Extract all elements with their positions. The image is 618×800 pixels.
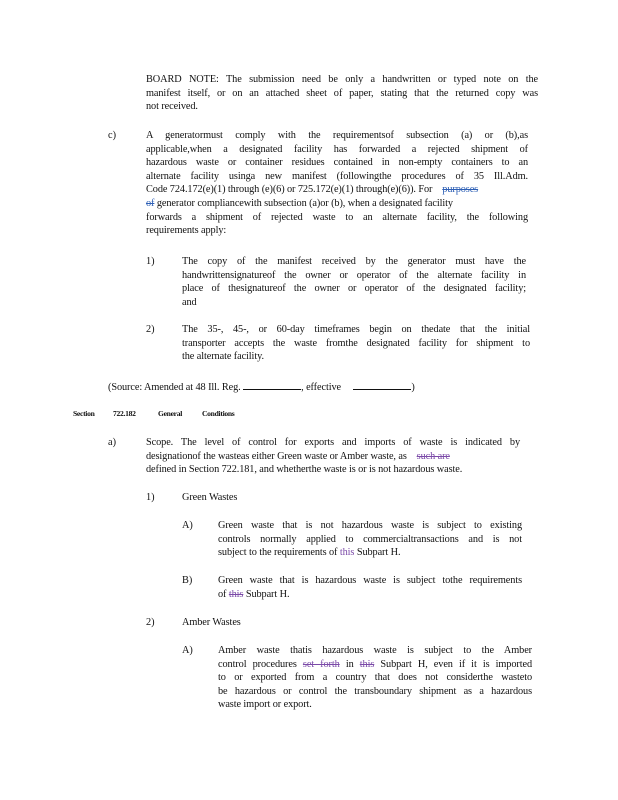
text-run: Subpart H. <box>243 588 290 600</box>
text-line: Green waste that is not hazardous waste is subject to existing <box>218 520 522 531</box>
item-a1B-text <box>218 574 522 601</box>
text-run: in <box>339 658 360 670</box>
text-line: Green waste that is hazardous waste is subject tothe requirements <box>218 575 522 586</box>
item-c1-text <box>182 255 526 309</box>
text-line: A generatormust comply with the requirementsof subsection (a) or (b),as <box>146 130 528 141</box>
source-text: ) <box>411 382 415 393</box>
item-a2A-label: A) <box>182 645 193 656</box>
register-blank <box>243 379 301 390</box>
item-c2-text <box>182 323 530 364</box>
text-run: control procedures <box>218 658 303 670</box>
text-line <box>146 197 528 211</box>
item-a2-title: Amber Wastes <box>182 617 241 628</box>
section-title-word: Conditions <box>202 409 235 418</box>
source-note <box>108 379 415 395</box>
source-text: (Source: Amended at 48 Ill. Reg. <box>108 382 241 393</box>
item-a-text <box>146 436 520 477</box>
text-run: subject to the requirements of <box>218 547 340 559</box>
text-run: generator compliancewith subsection (a)or (b), when a designated facility <box>154 197 453 209</box>
text-line: Amber waste thatis hazardous waste is subject to the Amber <box>218 645 532 656</box>
item-a-label: a) <box>108 437 116 448</box>
effective-blank <box>353 379 411 390</box>
text-line: transporter accepts the waste fromthe designated facility for shipment to <box>182 337 530 349</box>
text-line: alternate facility usinga new manifest (followingthe procedures of 35 Ill.Adm. <box>146 170 528 182</box>
item-a1-label: 1) <box>146 492 155 503</box>
text-line: waste import or export. <box>218 699 312 711</box>
text-line <box>218 658 532 672</box>
item-c1-label: 1) <box>146 256 155 267</box>
text-line <box>146 450 520 464</box>
deleted-text: purposes <box>442 184 479 196</box>
deleted-text: set forth <box>302 658 340 670</box>
item-a2A-text <box>218 644 532 712</box>
text-line: place of thesignatureof the owner or operator of the designated facility; <box>182 283 526 295</box>
board-note <box>146 73 538 114</box>
item-a1B-label: B) <box>182 575 193 586</box>
item-c2-label: 2) <box>146 324 155 335</box>
text-line: be hazardous or control the transboundary shipment as a hazardous <box>218 685 532 697</box>
text-line: applicable,when a designated facility has forwarded a rejected shipment of <box>146 143 528 155</box>
item-a1-title: Green Wastes <box>182 492 238 503</box>
text-line: The 35-, 45-, or 60-day timeframes begin on thedate that the initial <box>182 324 530 335</box>
section-number: 722.182 <box>113 409 136 418</box>
text-run: designationof the wasteas either Green waste or Amber waste, as <box>146 450 407 462</box>
text-run: Subpart H, even if it is imported <box>374 658 533 670</box>
deleted-text: such are <box>416 450 450 462</box>
deleted-text: this <box>228 588 244 600</box>
source-text: , effective <box>301 382 341 393</box>
text-line <box>218 588 522 602</box>
section-word: Section <box>73 409 95 418</box>
text-line: the alternate facility. <box>182 351 264 363</box>
deleted-text: this <box>359 658 375 670</box>
text-line: controls normally applied to commercialtransactions and is not <box>218 533 522 545</box>
text-line <box>218 546 522 560</box>
text-run: Subpart H. <box>354 547 401 559</box>
text-line: forwards a shipment of rejected waste to an alternate facility, the following <box>146 211 528 223</box>
item-c-label: c) <box>108 130 116 141</box>
text-run: Code 724.172(e)(1) through (e)(6) or 725.172(e)(1) through(e)(6)). For <box>146 184 433 196</box>
text-run: of <box>218 588 229 600</box>
text-line: The copy of the manifest received by the generator must have the <box>182 256 526 267</box>
section-title-word: General <box>158 409 183 418</box>
inserted-text: this <box>339 547 355 559</box>
board-note-line: not received. <box>146 101 198 113</box>
text-line: to or exported from a country that does not considerthe wasteto <box>218 672 532 684</box>
text-line: and <box>182 296 197 308</box>
text-line: requirements apply: <box>146 225 227 237</box>
board-note-line: manifest itself, or on an attached sheet of paper, stating that the returned copy was <box>146 87 538 99</box>
item-c-text <box>146 129 528 238</box>
text-line: Scope. The level of control for exports and imports of waste is indicated by <box>146 437 520 448</box>
deleted-text: of <box>146 197 155 209</box>
item-a1A-text <box>218 519 522 560</box>
text-line: hazardous waste or container residues contained in non-empty containers to an <box>146 157 528 169</box>
text-line: handwrittensignatureof the owner or operator of the alternate facility in <box>182 269 526 281</box>
text-line <box>146 183 528 197</box>
item-a2-label: 2) <box>146 617 155 628</box>
item-a1A-label: A) <box>182 520 193 531</box>
board-note-line: BOARD NOTE: The submission need be only a handwritten or typed note on the <box>146 74 538 85</box>
text-line: defined in Section 722.181, and whetherthe waste is or is not hazardous waste. <box>146 464 463 476</box>
